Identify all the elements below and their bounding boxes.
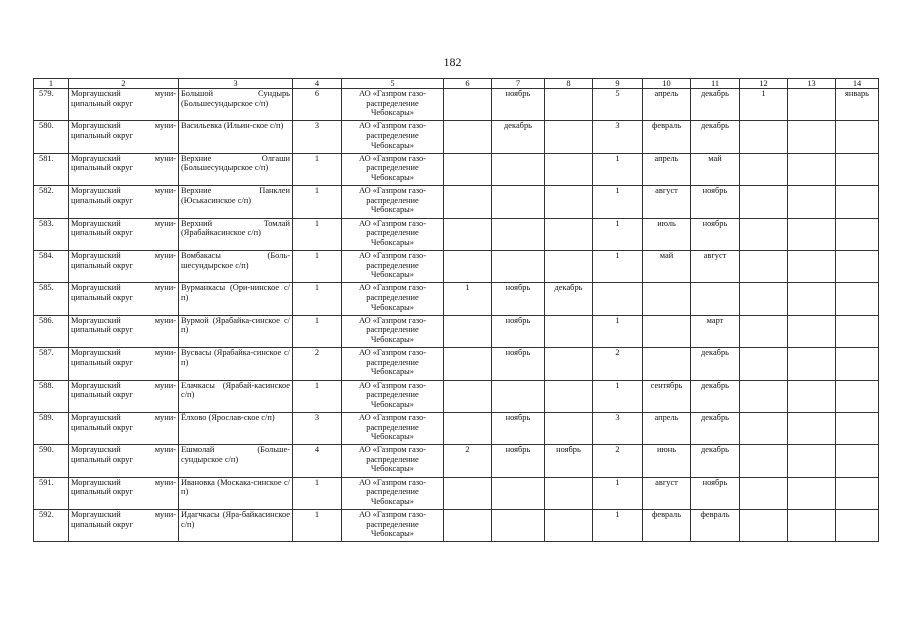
col-9-cell [593,283,643,315]
col-8-cell [545,315,593,347]
col-10-cell [643,283,691,315]
column-header-6: 6 [444,79,492,89]
col-6-cell [444,315,492,347]
district-cell: Моргаушский муни-ципальный округ [69,153,179,185]
col-6-cell [444,218,492,250]
col-4-cell: 1 [293,218,342,250]
organization-cell: АО «Газпром газо-распределение Чебоксары» [342,348,444,380]
col-13-cell [788,153,836,185]
col-8-cell [545,412,593,444]
column-header-2: 2 [69,79,179,89]
organization-cell: АО «Газпром газо-распределение Чебоксары» [342,218,444,250]
column-header-1: 1 [34,79,69,89]
col-14-cell: январь [836,89,879,121]
col-8-cell [545,348,593,380]
col-10-cell: февраль [643,121,691,153]
col-12-cell [740,315,788,347]
col-6-cell [444,250,492,282]
settlement-cell: Верхний Томлай (Ярабайкасинское с/п) [179,218,293,250]
col-8-cell [545,510,593,542]
district-cell: Моргаушский муни-ципальный округ [69,445,179,477]
organization-cell: АО «Газпром газо-распределение Чебоксары» [342,89,444,121]
column-header-10: 10 [643,79,691,89]
col-11-cell: май [691,153,740,185]
organization-cell: АО «Газпром газо-распределение Чебоксары» [342,477,444,509]
col-4-cell: 1 [293,380,342,412]
district-cell: Моргаушский муни-ципальный округ [69,380,179,412]
district-cell: Моргаушский муни-ципальный округ [69,510,179,542]
col-9-cell: 3 [593,121,643,153]
col-11-cell: декабрь [691,121,740,153]
col-7-cell: ноябрь [492,348,545,380]
col-7-cell [492,186,545,218]
table-row [34,250,879,282]
col-4-cell: 1 [293,477,342,509]
col-6-cell: 1 [444,283,492,315]
col-13-cell [788,121,836,153]
col-14-cell [836,348,879,380]
organization-cell: АО «Газпром газо-распределение Чебоксары» [342,315,444,347]
col-7-cell: декабрь [492,121,545,153]
col-6-cell [444,412,492,444]
col-10-cell: февраль [643,510,691,542]
col-13-cell [788,186,836,218]
col-11-cell: декабрь [691,89,740,121]
col-12-cell [740,250,788,282]
col-13-cell [788,218,836,250]
col-6-cell [444,186,492,218]
col-11-cell: декабрь [691,445,740,477]
table-row [34,218,879,250]
col-4-cell: 1 [293,153,342,185]
col-14-cell [836,250,879,282]
col-13-cell [788,283,836,315]
col-14-cell [836,186,879,218]
col-8-cell [545,380,593,412]
col-10-cell: июнь [643,445,691,477]
col-9-cell: 1 [593,250,643,282]
col-4-cell: 2 [293,348,342,380]
col-10-cell: апрель [643,89,691,121]
col-7-cell [492,250,545,282]
col-8-cell [545,250,593,282]
col-14-cell [836,412,879,444]
district-cell: Моргаушский муни-ципальный округ [69,218,179,250]
col-9-cell: 2 [593,348,643,380]
settlement-cell: Верхние Панклеи (Юськасинское с/п) [179,186,293,218]
col-7-cell [492,153,545,185]
organization-cell: АО «Газпром газо-распределение Чебоксары» [342,283,444,315]
table-row [34,315,879,347]
row-number-cell: 590. [34,445,69,477]
organization-cell: АО «Газпром газо-распределение Чебоксары» [342,412,444,444]
col-14-cell [836,510,879,542]
column-header-8: 8 [545,79,593,89]
col-8-cell: декабрь [545,283,593,315]
col-7-cell: ноябрь [492,412,545,444]
col-6-cell [444,380,492,412]
table-row [34,121,879,153]
col-7-cell [492,380,545,412]
col-6-cell [444,121,492,153]
organization-cell: АО «Газпром газо-распределение Чебоксары» [342,445,444,477]
col-6-cell [444,89,492,121]
col-13-cell [788,477,836,509]
col-6-cell [444,348,492,380]
table-row [34,380,879,412]
col-6-cell [444,510,492,542]
col-10-cell [643,348,691,380]
col-12-cell [740,121,788,153]
column-header-11: 11 [691,79,740,89]
table-row [34,283,879,315]
col-10-cell: август [643,186,691,218]
col-12-cell [740,477,788,509]
settlement-cell: Вусвасы (Ярабайка-синское с/п) [179,348,293,380]
col-12-cell: 1 [740,89,788,121]
col-4-cell: 1 [293,510,342,542]
organization-cell: АО «Газпром газо-распределение Чебоксары» [342,510,444,542]
col-8-cell [545,218,593,250]
col-4-cell: 3 [293,121,342,153]
row-number-cell: 579. [34,89,69,121]
table-row [34,89,879,121]
header-row [34,79,879,89]
row-number-cell: 580. [34,121,69,153]
table-row [34,186,879,218]
col-13-cell [788,445,836,477]
col-6-cell [444,477,492,509]
column-header-5: 5 [342,79,444,89]
col-9-cell: 5 [593,89,643,121]
col-14-cell [836,477,879,509]
col-7-cell: ноябрь [492,89,545,121]
col-11-cell: март [691,315,740,347]
col-11-cell [691,283,740,315]
district-cell: Моргаушский муни-ципальный округ [69,283,179,315]
row-number-cell: 592. [34,510,69,542]
settlement-cell: Вомбакасы (Боль-шесундырское с/п) [179,250,293,282]
col-13-cell [788,315,836,347]
col-6-cell [444,153,492,185]
col-11-cell: декабрь [691,412,740,444]
col-14-cell [836,121,879,153]
settlement-cell: Вурманкасы (Ори-нинское с/п) [179,283,293,315]
col-9-cell: 1 [593,510,643,542]
col-10-cell [643,315,691,347]
col-14-cell [836,315,879,347]
col-10-cell: апрель [643,153,691,185]
col-11-cell: февраль [691,510,740,542]
col-13-cell [788,380,836,412]
column-header-13: 13 [788,79,836,89]
col-11-cell: декабрь [691,380,740,412]
col-10-cell: июль [643,218,691,250]
col-7-cell: ноябрь [492,315,545,347]
column-header-7: 7 [492,79,545,89]
settlement-cell: Васильевка (Ильин-ское с/п) [179,121,293,153]
organization-cell: АО «Газпром газо-распределение Чебоксары» [342,380,444,412]
row-number-cell: 583. [34,218,69,250]
col-11-cell: декабрь [691,348,740,380]
col-11-cell: ноябрь [691,477,740,509]
row-number-cell: 585. [34,283,69,315]
col-14-cell [836,445,879,477]
col-4-cell: 1 [293,186,342,218]
column-header-9: 9 [593,79,643,89]
col-13-cell [788,412,836,444]
col-4-cell: 1 [293,315,342,347]
col-12-cell [740,412,788,444]
col-14-cell [836,283,879,315]
settlement-cell: Ешмолай (Больше-сундырское с/п) [179,445,293,477]
col-12-cell [740,348,788,380]
col-11-cell: ноябрь [691,186,740,218]
col-14-cell [836,218,879,250]
col-4-cell: 6 [293,89,342,121]
settlement-cell: Большой Сундырь (Большесундырское с/п) [179,89,293,121]
table-row [34,445,879,477]
col-11-cell: ноябрь [691,218,740,250]
district-cell: Моргаушский муни-ципальный округ [69,477,179,509]
col-12-cell [740,218,788,250]
col-8-cell [545,153,593,185]
table-row [34,477,879,509]
organization-cell: АО «Газпром газо-распределение Чебоксары» [342,186,444,218]
col-4-cell: 4 [293,445,342,477]
col-14-cell [836,380,879,412]
row-number-cell: 587. [34,348,69,380]
col-8-cell [545,121,593,153]
col-4-cell: 3 [293,412,342,444]
col-9-cell: 1 [593,186,643,218]
col-4-cell: 1 [293,250,342,282]
district-cell: Моргаушский муни-ципальный округ [69,186,179,218]
settlement-cell: Елачкасы (Ярабай-касинское с/п) [179,380,293,412]
district-cell: Моргаушский муни-ципальный округ [69,315,179,347]
col-13-cell [788,348,836,380]
row-number-cell: 589. [34,412,69,444]
row-number-cell: 581. [34,153,69,185]
organization-cell: АО «Газпром газо-распределение Чебоксары» [342,153,444,185]
page-number: 182 [443,55,462,69]
row-number-cell: 584. [34,250,69,282]
col-12-cell [740,153,788,185]
settlement-cell: Верхние Олгаши (Большесундырское с/п) [179,153,293,185]
organization-cell: АО «Газпром газо-распределение Чебоксары» [342,121,444,153]
col-11-cell: август [691,250,740,282]
col-10-cell: апрель [643,412,691,444]
col-12-cell [740,380,788,412]
col-7-cell: ноябрь [492,445,545,477]
col-8-cell [545,477,593,509]
col-12-cell [740,510,788,542]
col-7-cell [492,477,545,509]
row-number-cell: 582. [34,186,69,218]
table-row [34,153,879,185]
col-10-cell: сентябрь [643,380,691,412]
col-7-cell [492,218,545,250]
col-12-cell [740,283,788,315]
column-header-4: 4 [293,79,342,89]
col-9-cell: 1 [593,380,643,412]
col-10-cell: август [643,477,691,509]
district-cell: Моргаушский муни-ципальный округ [69,121,179,153]
col-14-cell [836,153,879,185]
table-row [34,348,879,380]
settlement-cell: Ивановка (Москака-синское с/п) [179,477,293,509]
district-cell: Моргаушский муни-ципальный округ [69,348,179,380]
settlement-cell: Идагчкасы (Яра-байкасинское с/п) [179,510,293,542]
col-9-cell: 1 [593,477,643,509]
col-9-cell: 1 [593,315,643,347]
col-13-cell [788,250,836,282]
col-7-cell [492,510,545,542]
district-cell: Моргаушский муни-ципальный округ [69,250,179,282]
col-10-cell: май [643,250,691,282]
col-4-cell: 1 [293,283,342,315]
col-9-cell: 3 [593,412,643,444]
col-8-cell [545,186,593,218]
row-number-cell: 586. [34,315,69,347]
col-13-cell [788,89,836,121]
col-13-cell [788,510,836,542]
col-8-cell: ноябрь [545,445,593,477]
district-cell: Моргаушский муни-ципальный округ [69,89,179,121]
row-number-cell: 591. [34,477,69,509]
col-12-cell [740,445,788,477]
column-header-14: 14 [836,79,879,89]
row-number-cell: 588. [34,380,69,412]
col-6-cell: 2 [444,445,492,477]
table-row [34,412,879,444]
col-9-cell: 1 [593,218,643,250]
col-12-cell [740,186,788,218]
column-header-3: 3 [179,79,293,89]
gasification-schedule-table [33,78,879,542]
col-8-cell [545,89,593,121]
col-9-cell: 2 [593,445,643,477]
table-body [34,89,879,542]
district-cell: Моргаушский муни-ципальный округ [69,412,179,444]
table-row [34,510,879,542]
settlement-cell: Ёлхово (Ярослав-ское с/п) [179,412,293,444]
col-7-cell: ноябрь [492,283,545,315]
organization-cell: АО «Газпром газо-распределение Чебоксары» [342,250,444,282]
settlement-cell: Вурмой (Ярабайка-синское с/п) [179,315,293,347]
col-9-cell: 1 [593,153,643,185]
column-number-header [34,79,879,89]
column-header-12: 12 [740,79,788,89]
